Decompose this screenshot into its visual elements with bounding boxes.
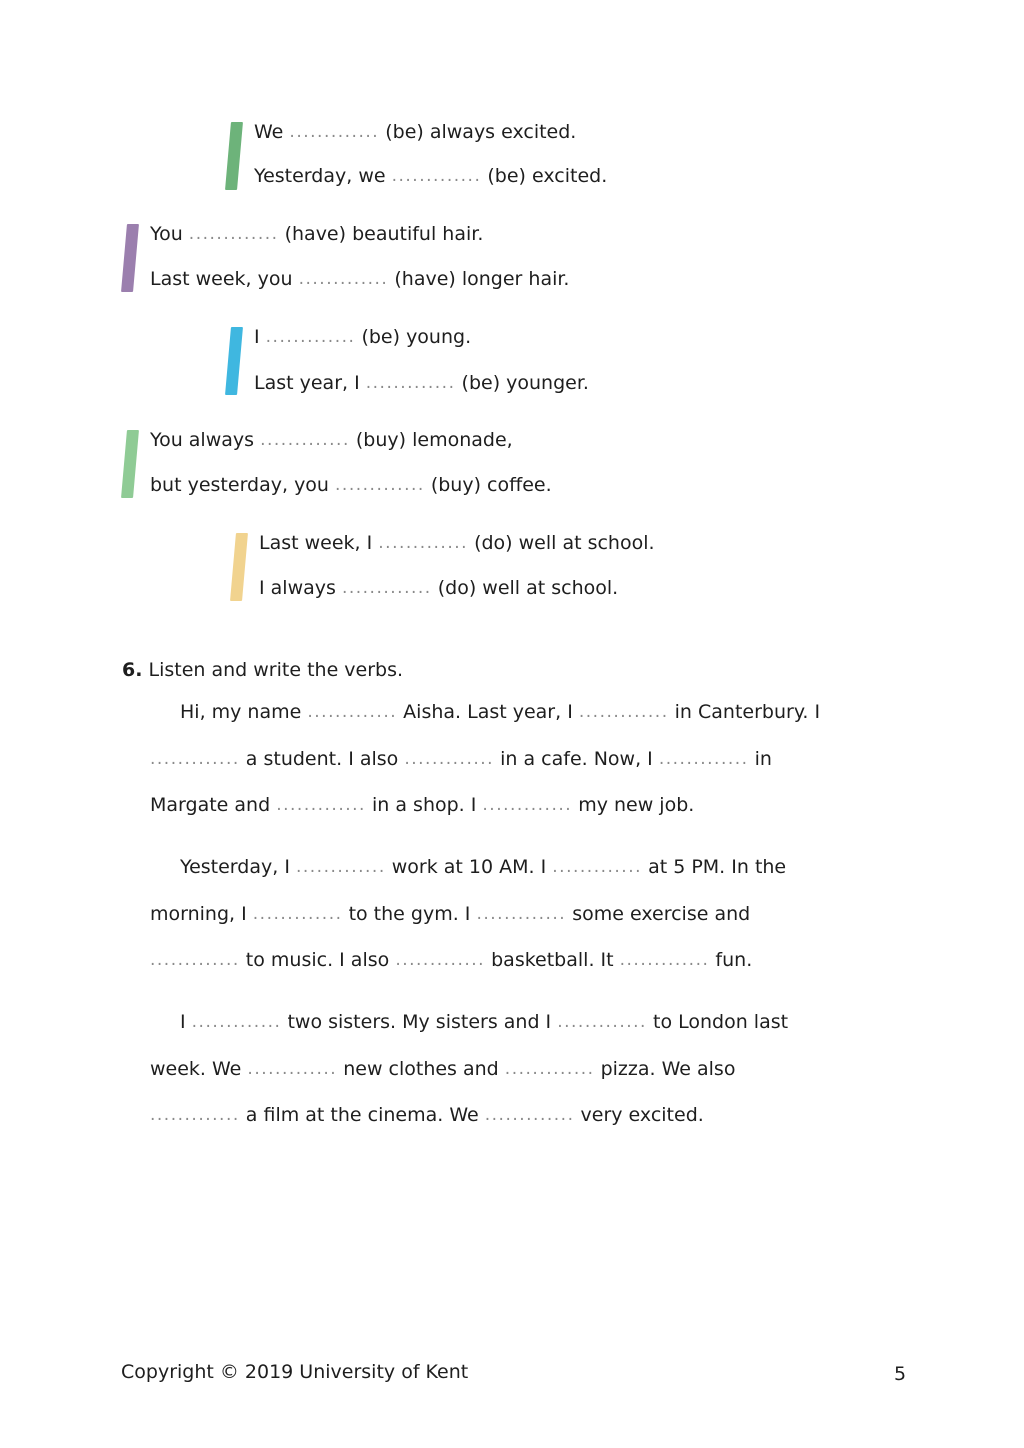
sentence-text: (be) young. <box>361 326 472 348</box>
passage-text: to music. I also <box>245 949 390 971</box>
passage-text: in a shop. I <box>372 794 477 816</box>
passage-line <box>150 1057 735 1081</box>
answer-blank[interactable]: ............. <box>307 702 398 722</box>
answer-blank[interactable]: ............. <box>295 857 386 877</box>
answer-blank[interactable]: ............. <box>289 122 380 142</box>
answer-blank[interactable]: ............. <box>658 749 749 769</box>
passage-text: basketball. It <box>491 949 614 971</box>
passage-text: Yesterday, I <box>180 856 290 878</box>
answer-blank[interactable]: ............. <box>482 795 573 815</box>
color-bar-light-green <box>121 430 139 498</box>
passage-text: a student. I also <box>245 748 399 770</box>
sentence-text: (be) always excited. <box>385 121 577 143</box>
passage-text: Hi, my name <box>180 701 302 723</box>
answer-blank[interactable]: ............. <box>276 795 366 815</box>
answer-blank[interactable]: ............. <box>150 749 240 769</box>
answer-blank[interactable]: ............. <box>150 1105 240 1125</box>
passage-text: to London last <box>653 1011 789 1033</box>
answer-blank[interactable]: ............. <box>260 430 350 450</box>
answer-blank[interactable]: ............. <box>341 578 432 598</box>
sentence-text: I always <box>259 577 336 599</box>
passage-text: new clothes and <box>343 1058 499 1080</box>
passage-text: Aisha. Last year, I <box>403 701 573 723</box>
passage-line <box>180 855 786 879</box>
passage-text: fun. <box>715 949 753 971</box>
answer-blank[interactable]: ............. <box>578 702 669 722</box>
answer-blank[interactable]: ............. <box>265 327 356 347</box>
passage-text: morning, I <box>150 903 247 925</box>
passage-line <box>150 1103 704 1127</box>
answer-blank[interactable]: ............. <box>378 533 469 553</box>
passage-text: I <box>180 1011 186 1033</box>
sentence-line <box>259 531 655 555</box>
answer-blank[interactable]: ............. <box>404 749 495 769</box>
sentence-text: (do) well at school. <box>474 532 655 554</box>
sentence-line <box>150 473 552 497</box>
sentence-text: (have) longer hair. <box>394 268 570 290</box>
sentence-text: (do) well at school. <box>437 577 619 599</box>
passage-text: a film at the cinema. We <box>245 1104 479 1126</box>
page-number: 5 <box>894 1363 907 1385</box>
passage-text: Margate and <box>150 794 271 816</box>
answer-blank[interactable]: ............. <box>504 1059 595 1079</box>
exercise-instruction: Listen and write the verbs. <box>148 659 404 681</box>
passage-line <box>150 902 750 926</box>
sentence-text: (be) younger. <box>461 372 589 394</box>
exercise-heading <box>122 658 403 682</box>
answer-blank[interactable]: ............. <box>365 373 456 393</box>
sentence-line <box>254 164 607 188</box>
answer-blank[interactable]: ............. <box>395 950 486 970</box>
sentence-line <box>254 120 576 144</box>
color-bar-blue <box>225 327 243 395</box>
passage-line <box>150 948 752 972</box>
passage-text: pizza. We also <box>600 1058 736 1080</box>
answer-blank[interactable]: ............. <box>298 269 389 289</box>
passage-text: very excited. <box>580 1104 704 1126</box>
answer-blank[interactable]: ............. <box>484 1105 575 1125</box>
sentence-text: Yesterday, we <box>254 165 386 187</box>
sentence-text: I <box>254 326 260 348</box>
sentence-text: You <box>150 223 183 245</box>
sentence-line <box>150 222 483 246</box>
passage-line <box>180 700 820 724</box>
exercise-number: 6. <box>122 659 143 681</box>
answer-blank[interactable]: ............. <box>335 475 425 495</box>
sentence-line <box>254 325 471 349</box>
answer-blank[interactable]: ............. <box>150 950 240 970</box>
color-bar-green <box>225 122 243 190</box>
passage-text: my new job. <box>578 794 695 816</box>
sentence-text: Last year, I <box>254 372 360 394</box>
sentence-text: (have) beautiful hair. <box>284 223 484 245</box>
sentence-line <box>150 267 569 291</box>
passage-text: in a cafe. Now, I <box>500 748 653 770</box>
sentence-text: We <box>254 121 284 143</box>
passage-text: in <box>754 748 772 770</box>
answer-blank[interactable]: ............. <box>476 904 567 924</box>
passage-text: some exercise and <box>572 903 751 925</box>
sentence-text: (buy) lemonade, <box>355 429 513 451</box>
sentence-line <box>254 371 589 395</box>
answer-blank[interactable]: ............. <box>188 224 279 244</box>
answer-blank[interactable]: ............. <box>252 904 343 924</box>
answer-blank[interactable]: ............. <box>552 857 643 877</box>
sentence-text: (be) excited. <box>487 165 608 187</box>
sentence-text: You always <box>150 429 255 451</box>
copyright-notice: Copyright © 2019 University of Kent <box>121 1361 469 1383</box>
passage-line <box>150 747 772 771</box>
color-bar-yellow <box>230 533 248 601</box>
answer-blank[interactable]: ............. <box>191 1012 282 1032</box>
color-bar-purple <box>121 224 139 292</box>
sentence-line <box>150 428 513 452</box>
sentence-text: (buy) coffee. <box>430 474 552 496</box>
answer-blank[interactable]: ............. <box>619 950 710 970</box>
sentence-line <box>259 576 618 600</box>
answer-blank[interactable]: ............. <box>557 1012 647 1032</box>
sentence-text: Last week, you <box>150 268 293 290</box>
passage-text: in Canterbury. I <box>674 701 821 723</box>
passage-line <box>180 1010 788 1034</box>
passage-text: two sisters. My sisters and I <box>287 1011 552 1033</box>
answer-blank[interactable]: ............. <box>247 1059 338 1079</box>
answer-blank[interactable]: ............. <box>391 166 482 186</box>
passage-text: week. We <box>150 1058 242 1080</box>
sentence-text: but yesterday, you <box>150 474 329 496</box>
passage-line <box>150 793 694 817</box>
passage-text: work at 10 AM. I <box>391 856 547 878</box>
passage-text: to the gym. I <box>348 903 471 925</box>
passage-text: at 5 PM. In the <box>648 856 787 878</box>
sentence-text: Last week, I <box>259 532 373 554</box>
